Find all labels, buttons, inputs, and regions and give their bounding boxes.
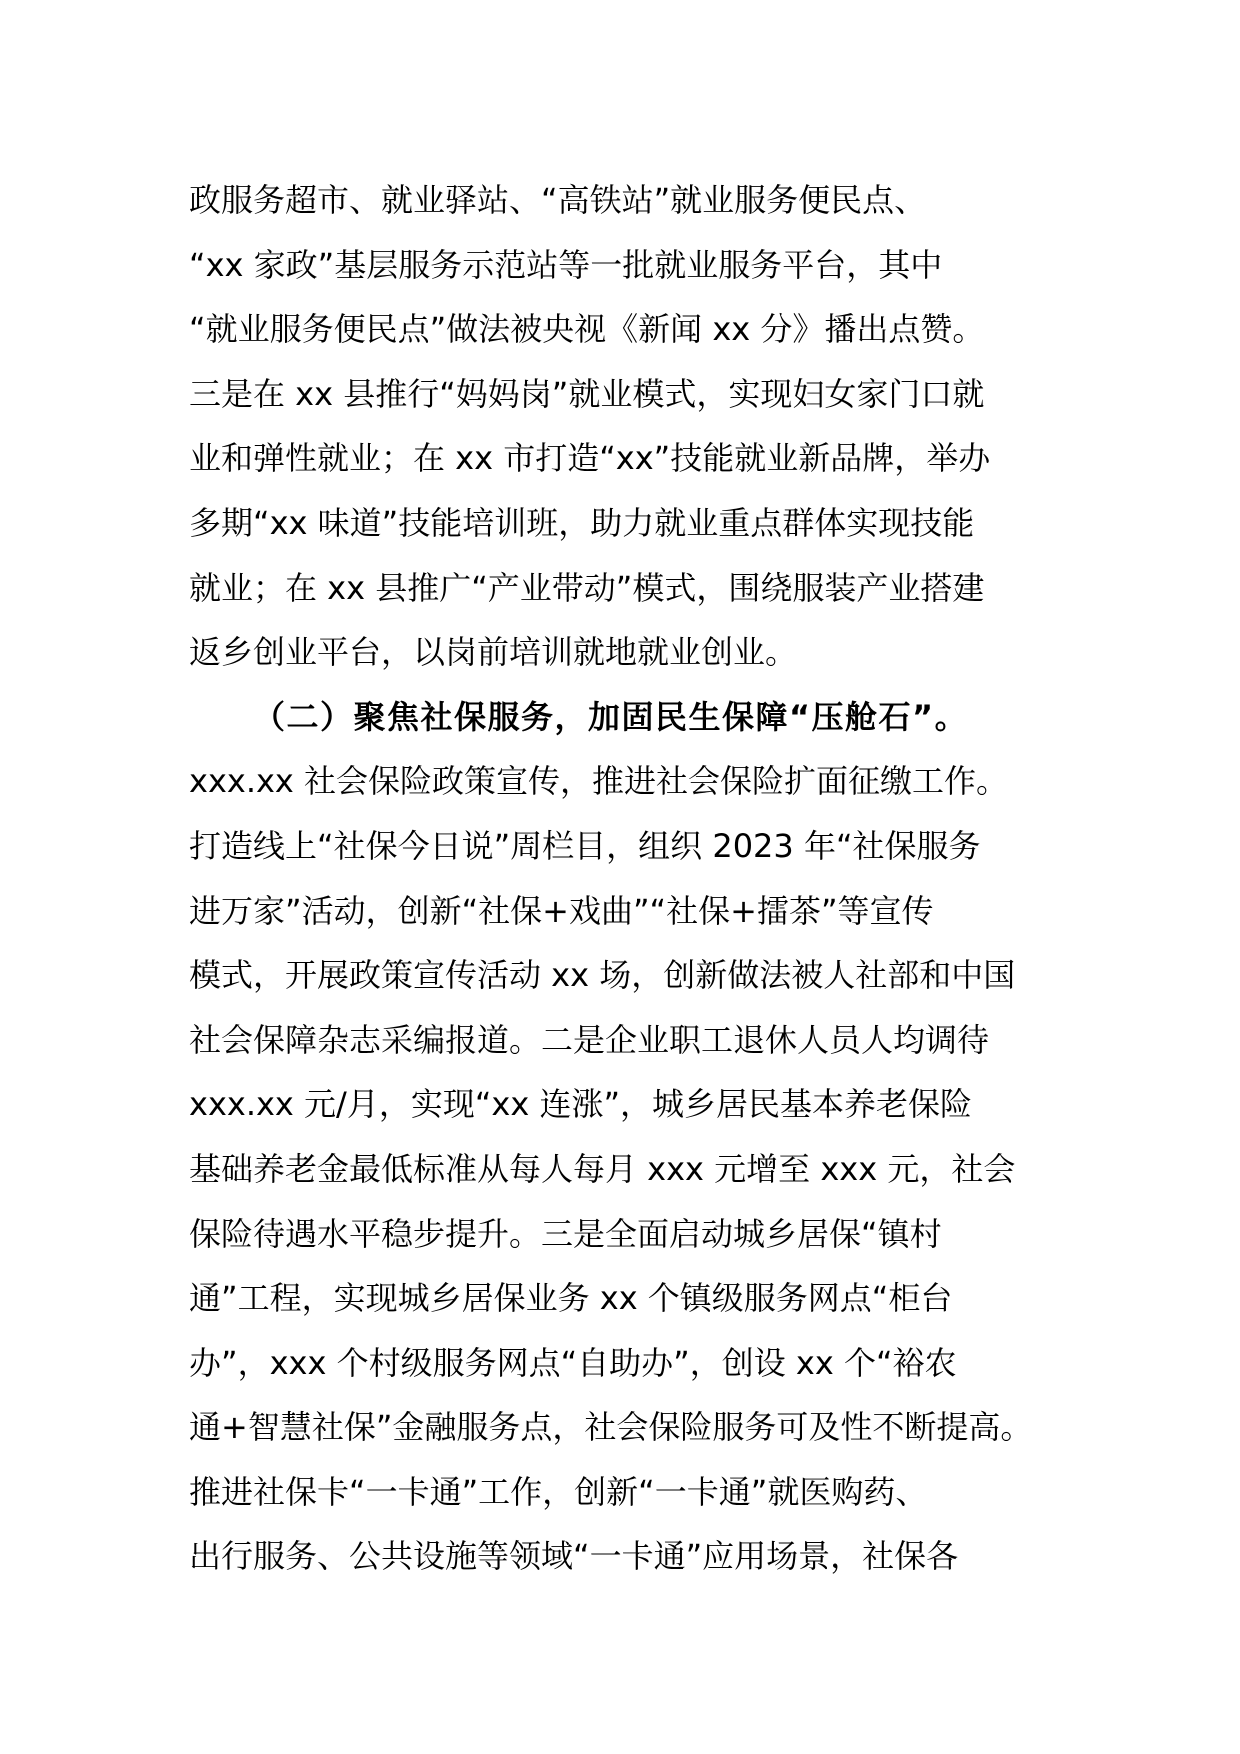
text-line: 打造线上“社保今日说”周栏目，组织 2023 年“社保服务	[189, 826, 981, 865]
text-line: “xx 家政”基层服务示范站等一批就业服务平台，其中	[189, 245, 943, 284]
text-line: 三是在 xx 县推行“妈妈岗”就业模式，实现妇女家门口就	[189, 374, 985, 413]
text-line: xxx.xx 元/月，实现“xx 连涨”，城乡居民基本养老保险	[189, 1085, 973, 1124]
section-heading: （二）聚焦社保服务，加固民生保障“压舱石”。	[253, 697, 969, 736]
body-text	[189, 168, 1069, 1589]
text-line: “就业服务便民点”做法被央视《新闻 xx 分》播出点赞。	[189, 310, 985, 349]
text-line: 办”，xxx 个村级服务网点“自助办”，创设 xx 个“裕农	[189, 1343, 957, 1382]
text-line: xxx.xx 社会保险政策宣传，推进社会保险扩面征缴工作。	[189, 762, 1009, 801]
text-line: 推进社保卡“一卡通”工作，创新“一卡通”就医购药、	[189, 1472, 928, 1511]
text-line: 就业；在 xx 县推广“产业带动”模式，围绕服装产业搭建	[189, 568, 985, 607]
text-line: 出行服务、公共设施等领域“一卡通”应用场景，社保各	[189, 1537, 959, 1576]
text-line: 业和弹性就业；在 xx 市打造“xx”技能就业新品牌，举办	[189, 439, 991, 478]
text-line: 多期“xx 味道”技能培训班，助力就业重点群体实现技能	[189, 503, 975, 542]
text-line: 模式，开展政策宣传活动 xx 场，创新做法被人社部和中国	[189, 956, 1016, 995]
text-line: 通+智慧社保”金融服务点，社会保险服务可及性不断提高。	[189, 1408, 1033, 1447]
text-line: 保险待遇水平稳步提升。三是全面启动城乡居保“镇村	[189, 1214, 942, 1253]
text-line: 社会保障杂志采编报道。二是企业职工退休人员人均调待	[189, 1020, 990, 1059]
text-line: 基础养老金最低标准从每人每月 xxx 元增至 xxx 元，社会	[189, 1149, 1016, 1188]
text-line: 通”工程，实现城乡居保业务 xx 个镇级服务网点“柜台	[189, 1279, 953, 1318]
text-line: 返乡创业平台，以岗前培训就地就业创业。	[189, 633, 798, 672]
text-line: 政服务超市、就业驿站、“高铁站”就业服务便民点、	[189, 181, 927, 219]
text-line: 进万家”活动，创新“社保+戏曲”“社保+擂茶”等宣传	[189, 891, 934, 930]
